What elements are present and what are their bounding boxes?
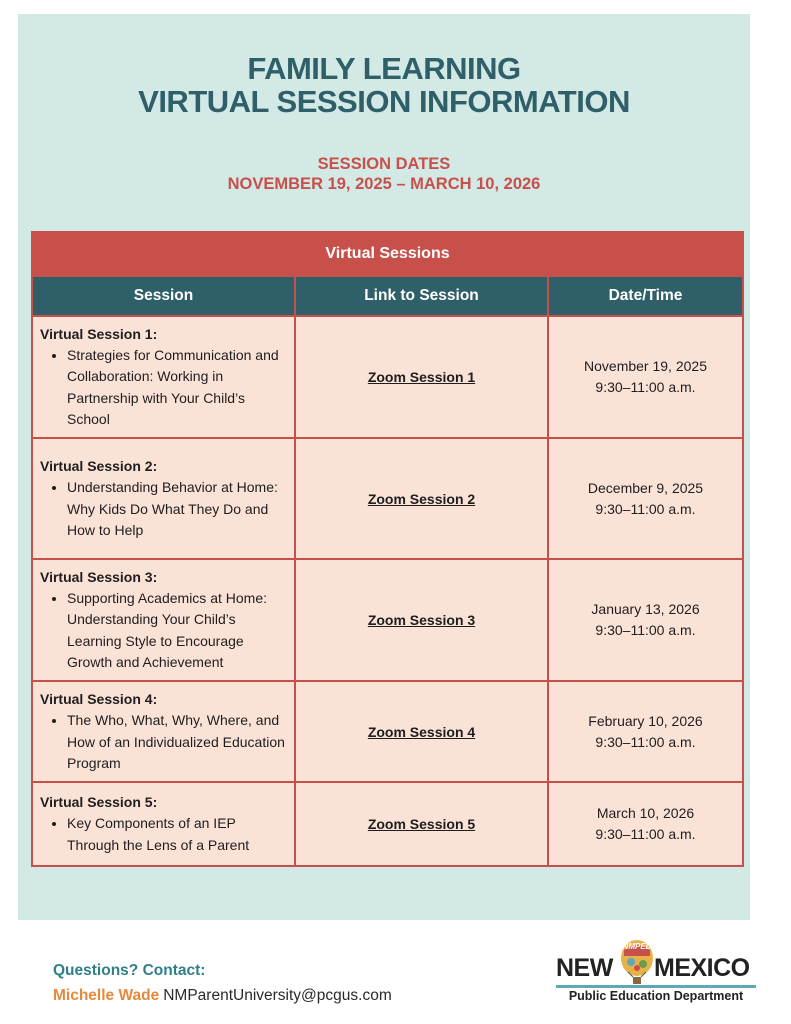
link-cell — [295, 316, 548, 438]
hot-air-balloon-icon — [616, 936, 658, 986]
table-row — [32, 559, 743, 681]
logo-divider — [556, 985, 756, 988]
session-time: 9:30–11:00 a.m. — [595, 622, 696, 638]
sessions-table — [31, 231, 744, 867]
session-time: 9:30–11:00 a.m. — [595, 500, 696, 517]
session-title: Virtual Session 2: — [40, 457, 158, 474]
logo-badge-text: NMPED — [622, 942, 652, 951]
column-header-datetime: Date/Time — [548, 276, 743, 316]
zoom-session-1-link[interactable]: Zoom Session 1 — [367, 369, 476, 385]
logo-subtitle: Public Education Department — [568, 989, 744, 1003]
zoom-session-2-link[interactable]: Zoom Session 2 — [367, 490, 476, 507]
table-row — [32, 316, 743, 438]
session-cell — [32, 681, 295, 782]
session-date: January 13, 2026 — [591, 601, 700, 617]
session-date: November 19, 2025 — [584, 358, 707, 374]
session-topic: • Understanding Behavior at Home: Why Kids Do What They Do and How to Help — [67, 477, 288, 541]
session-cell — [32, 316, 295, 438]
datetime-cell — [548, 438, 743, 559]
title-line-2: VIRTUAL SESSION INFORMATION — [138, 84, 630, 119]
link-cell — [295, 438, 548, 559]
session-cell — [32, 438, 295, 559]
contact-block — [53, 958, 392, 1008]
session-time: 9:30–11:00 a.m. — [595, 826, 696, 842]
link-cell — [295, 782, 548, 866]
session-date: December 9, 2025 — [587, 479, 704, 496]
session-topic: • Strategies for Communication and Collaboration: Working in Partnership with Your Child’s School — [67, 345, 288, 430]
table-row — [32, 782, 743, 866]
session-cell — [32, 559, 295, 681]
session-title: Virtual Session 5: — [40, 794, 158, 811]
datetime-cell — [548, 681, 743, 782]
table-caption: Virtual Sessions — [32, 232, 743, 276]
zoom-session-5-link[interactable]: Zoom Session 5 — [367, 816, 476, 832]
page-title — [18, 52, 750, 118]
zoom-session-4-link[interactable]: Zoom Session 4 — [367, 723, 476, 740]
contact-label: Questions? Contact: — [53, 962, 206, 979]
title-line-1: FAMILY LEARNING — [247, 51, 521, 86]
session-title: Virtual Session 1: — [40, 325, 158, 342]
session-cell — [32, 782, 295, 866]
logo-word-mexico: MEXICO — [654, 954, 750, 982]
session-time: 9:30–11:00 a.m. — [595, 379, 696, 395]
zoom-session-3-link[interactable]: Zoom Session 3 — [367, 612, 476, 628]
logo-word-new: NEW — [556, 954, 613, 982]
session-time: 9:30–11:00 a.m. — [595, 733, 696, 750]
session-title: Virtual Session 4: — [40, 690, 158, 707]
nmped-logo — [556, 936, 756, 1006]
column-header-link: Link to Session — [295, 276, 548, 316]
column-header-session: Session — [32, 276, 295, 316]
session-dates — [18, 154, 750, 194]
table-row — [32, 681, 743, 782]
datetime-cell — [548, 559, 743, 681]
session-title: Virtual Session 3: — [40, 568, 158, 585]
link-cell — [295, 559, 548, 681]
session-date: February 10, 2026 — [588, 712, 703, 729]
session-topic: • Key Components of an IEP Through the Lens of a Parent — [67, 813, 288, 856]
contact-name: Michelle Wade — [53, 987, 160, 1004]
dates-range: NOVEMBER 19, 2025 – MARCH 10, 2026 — [227, 175, 541, 193]
datetime-cell — [548, 316, 743, 438]
session-date: March 10, 2026 — [596, 805, 695, 821]
table-row — [32, 438, 743, 559]
link-cell — [295, 681, 548, 782]
dates-label: SESSION DATES — [317, 155, 451, 173]
contact-email[interactable]: NMParentUniversity@pcgus.com — [163, 987, 392, 1004]
datetime-cell — [548, 782, 743, 866]
session-topic: • The Who, What, Why, Where, and How of an Individualized Education Program — [67, 710, 288, 774]
session-topic: • Supporting Academics at Home: Understanding Your Child’s Learning Style to Encourage Growth and Achievement — [67, 588, 288, 673]
